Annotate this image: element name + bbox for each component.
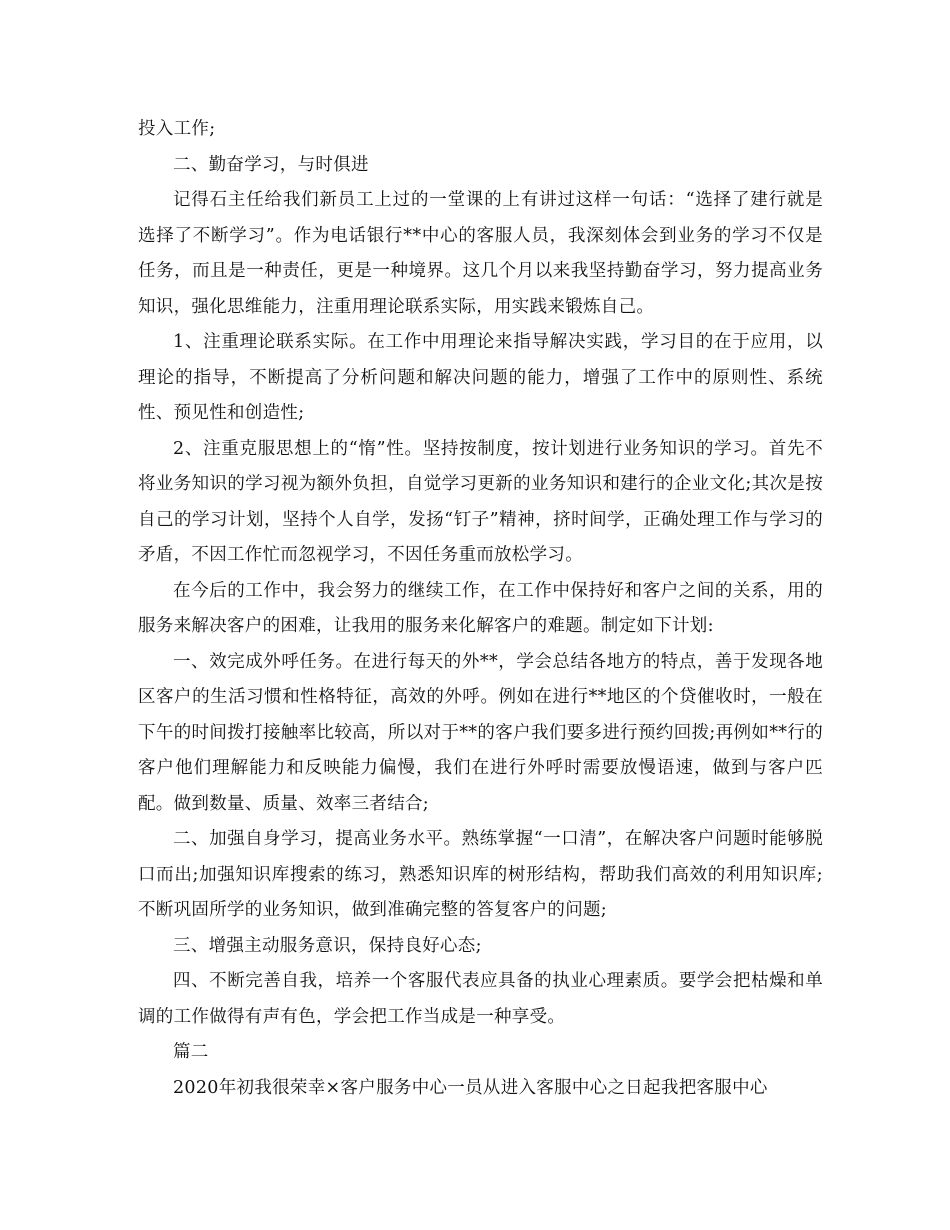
paragraph-plan-service-awareness: 三、增强主动服务意识，保持良好心态; [173, 935, 482, 956]
paragraph-plan-self-study: 二、加强自身学习，提高业务水平。熟练掌握“一口清”，在解决客户问题时能够脱口而出;加强知识库搜索的练习，熟悉知识库的树形结构，帮助我们高效的利用知识库;不断巩固所学的业务知识，做到准确完整的答复客户的问题; [138, 829, 823, 920]
paragraph-theory-practice: 1、注重理论联系实际。在工作中用理论来指导解决实践，学习目的在于应用，以理论的指导，不断提高了分析问题和解决问题的能力，增强了工作中的原则性、系统性、预见性和创造性; [138, 332, 823, 423]
paragraph-overcome-inertia: 2、注重克服思想上的“惰”性。坚持按制度，按计划进行业务知识的学习。首先不将业务知识的学习视为额外负担，自觉学习更新的业务知识和建行的企业文化;其次是按自己的学习计划，坚持个人自学，发扬“钉子”精神，挤时间学，正确处理工作与学习的矛盾，不因工作忙而忽视学习，不因任务重而放松学习。 [138, 438, 823, 565]
section-heading-part-two: 篇二 [173, 1042, 209, 1062]
paragraph-continuation: 投入工作; [138, 119, 216, 139]
paragraph-part-two-intro: 2020年初我很荣幸×客户服务中心一员从进入客服中心之日起我把客服中心 [173, 1077, 768, 1098]
section-heading-study: 二、勤奋学习，与时俱进 [173, 154, 369, 175]
paragraph-future-work: 在今后的工作中，我会努力的继续工作，在工作中保持好和客户之间的关系，用的服务来解决客户的困难，让我用的服务来化解客户的难题。制定如下计划: [138, 580, 823, 636]
paragraph-study-intro: 记得石主任给我们新员工上过的一堂课的上有讲过这样一句话：“选择了建行就是选择了不断学习”。作为电话银行**中心的客服人员，我深刻体会到业务的学习不仅是任务，而且是一种责任，更是一种境界。这几个月以来我坚持勤奋学习，努力提高业务知识，强化思维能力，注重用理论联系实际，用实践来锻炼自己。 [138, 190, 823, 317]
document-body [138, 112, 823, 1106]
paragraph-plan-outbound-calls: 一、效完成外呼任务。在进行每天的外**，学会总结各地方的特点，善于发现各地区客户的生活习惯和性格特征，高效的外呼。例如在进行**地区的个贷催收时，一般在下午的时间拨打接触率比较高，所以对于**的客户我们要多进行预约回拨;再例如**行的客户他们理解能力和反映能力偏慢，我们在进行外呼时需要放慢语速，做到与客户匹配。做到数量、质量、效率三者结合; [138, 651, 823, 814]
paragraph-plan-self-improvement: 四、不断完善自我，培养一个客服代表应具备的执业心理素质。要学会把枯燥和单调的工作做得有声有色，学会把工作当成是一种享受。 [138, 971, 823, 1027]
